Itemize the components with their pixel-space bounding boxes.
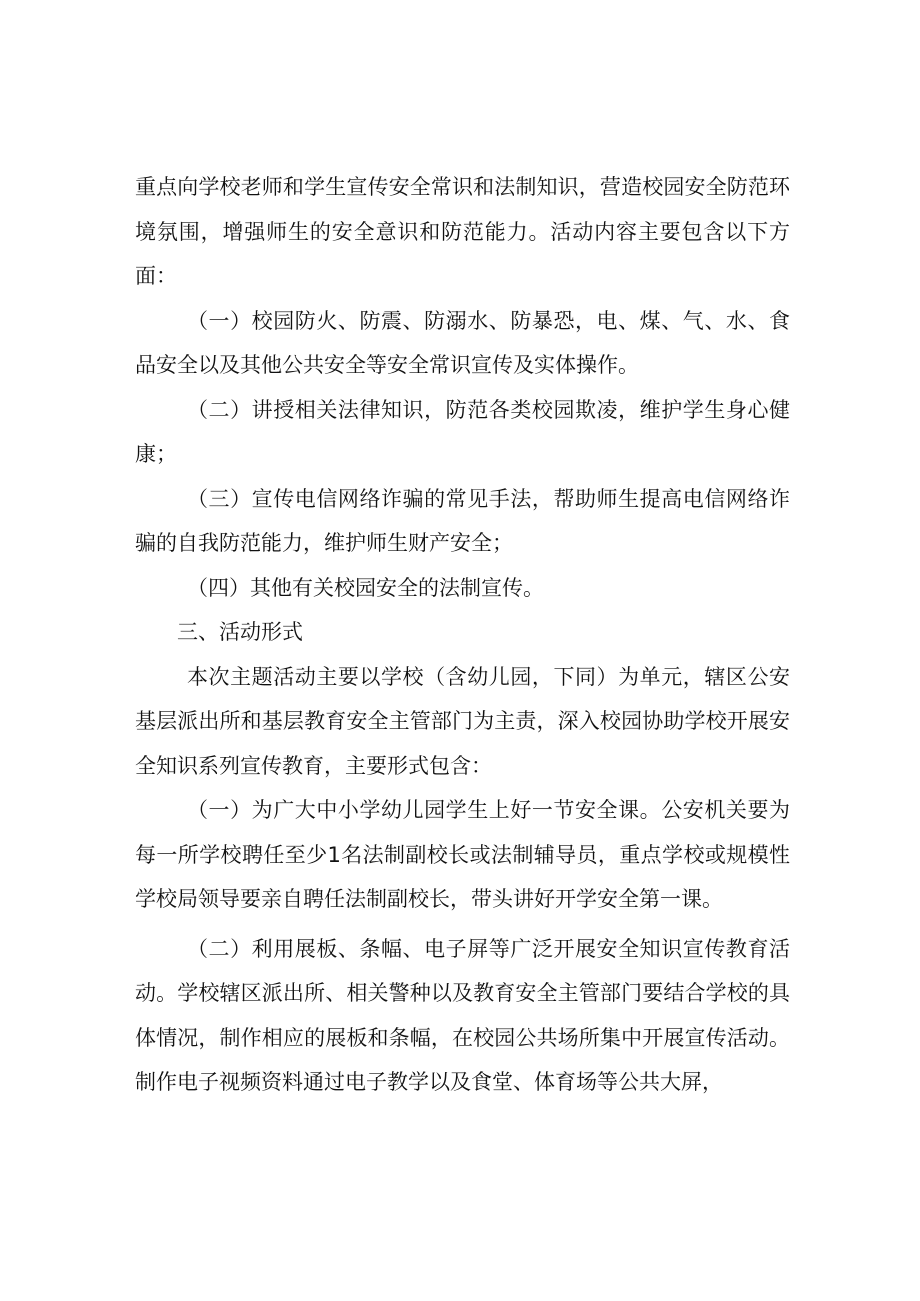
paragraph-form-item-1: （一）为广大中小学幼儿园学生上好一节安全课。公安机关要为每一所学校聘任至少1名法制副校长或法制辅导员，重点学校或规模性学校局领导要亲自聘任法制副校长，带头讲好开学安全第一课。 xyxy=(135,798,790,911)
paragraph-item-2: （二）讲授相关法律知识，防范各类校园欺凌，维护学生身心健康； xyxy=(135,397,790,466)
section-heading-activity-form: 三、活动形式 xyxy=(177,620,303,644)
paragraph-form-item-2: （二）利用展板、条幅、电子屏等广泛开展安全知识宣传教育活动。学校辖区派出所、相关警种以及教育安全主管部门要结合学校的具体情况，制作相应的展板和条幅，在校园公共场所集中开展宣传活动。制作电子视频资料通过电子教学以及食堂、体育场等公共大屏， xyxy=(135,936,790,1094)
paragraph-item-4: （四）其他有关校园安全的法制宣传。 xyxy=(187,575,544,600)
paragraph-item-3: （三）宣传电信网络诈骗的常见手法，帮助师生提高电信网络诈骗的自我防范能力，维护师生财产安全； xyxy=(135,486,790,555)
document-body xyxy=(135,165,790,1105)
paragraph-activity-form-intro: 本次主题活动主要以学校（含幼儿园，下同）为单元，辖区公安基层派出所和基层教育安全主管部门为主责，深入校园协助学校开展安全知识系列宣传教育，主要形式包含： xyxy=(135,664,790,778)
paragraph-item-1: （一）校园防火、防震、防溺水、防暴恐，电、煤、气、水、食品安全以及其他公共安全等安全常识宣传及实体操作。 xyxy=(135,308,790,377)
paragraph-intro: 重点向学校老师和学生宣传安全常识和法制知识，营造校园安全防范环境氛围，增强师生的安全意识和防范能力。活动内容主要包含以下方面： xyxy=(135,175,790,288)
